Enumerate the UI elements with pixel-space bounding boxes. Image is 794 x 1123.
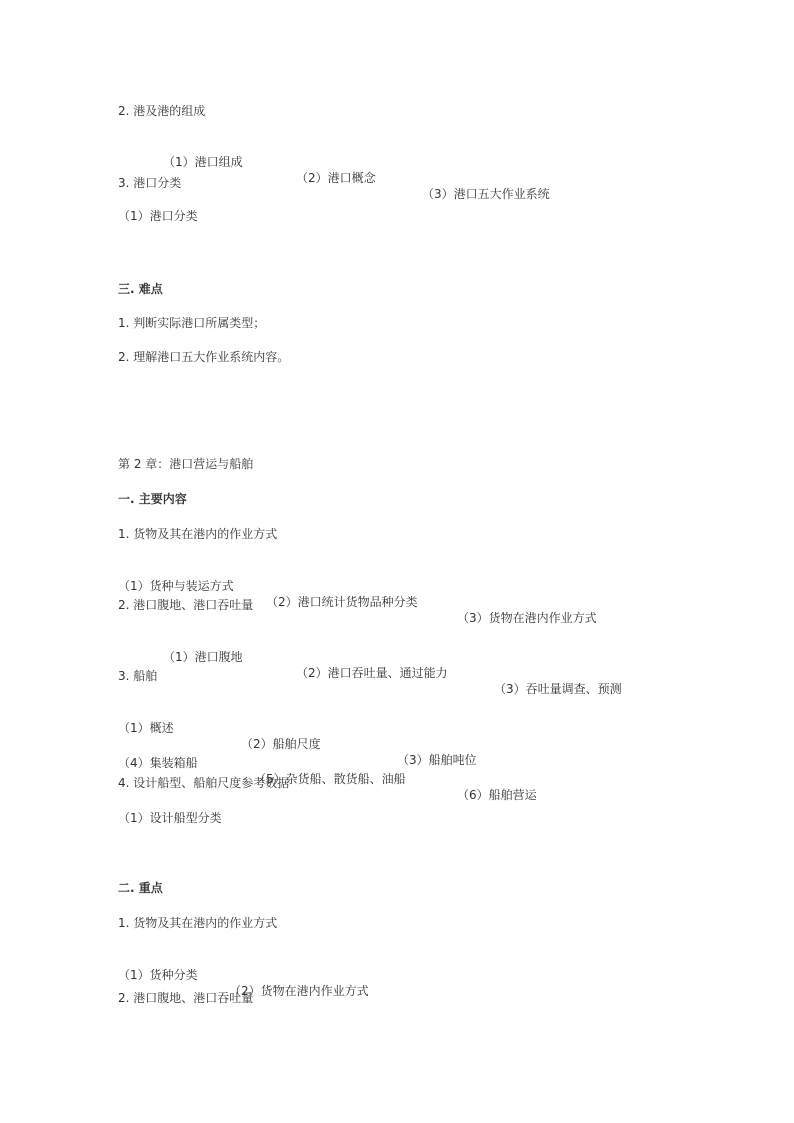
- subitem-cargo-port-operations-key: （2）货物在港内作业方式: [229, 984, 369, 998]
- key-points-heading: 二. 重点: [118, 881, 163, 895]
- subitem-ship-tonnage: （3）船舶吨位: [397, 753, 477, 767]
- item-port-composition-title: 2. 港及港的组成: [118, 104, 206, 118]
- subitem-ship-overview: （1）概述: [118, 721, 174, 735]
- subitem-cargo-port-operations: （3）货物在港内作业方式: [457, 611, 597, 625]
- item-hinterland-throughput-title: 2. 港口腹地、港口吞吐量: [118, 598, 254, 612]
- difficulties-heading: 三. 难点: [118, 282, 163, 296]
- difficulty-item-1: 1. 判断实际港口所属类型；: [118, 316, 266, 330]
- subitem-design-ship-types: （1）设计船型分类: [118, 811, 222, 825]
- subitem-port-composition: （1）港口组成: [163, 155, 243, 169]
- difficulty-item-2: 2. 理解港口五大作业系统内容。: [118, 350, 290, 364]
- item-cargo-operations-title: 1. 货物及其在港内的作业方式: [118, 527, 278, 541]
- main-content-heading: 一. 主要内容: [118, 492, 187, 506]
- subitem-hinterland: （1）港口腹地: [163, 650, 243, 664]
- subitem-cargo-shipping: （1）货种与装运方式: [118, 579, 234, 593]
- key-item-hinterland-throughput-title: 2. 港口腹地、港口吞吐量: [118, 991, 254, 1005]
- chapter-2-title: 第 2 章：港口营运与船舶: [118, 457, 254, 471]
- subitem-port-concept: （2）港口概念: [296, 171, 376, 185]
- item-port-classification-title: 3. 港口分类: [118, 176, 182, 190]
- subitem-throughput-forecast: （3）吞吐量调查、预测: [494, 682, 622, 696]
- subitem-throughput-capacity: （2）港口吞吐量、通过能力: [296, 666, 448, 680]
- subitem-port-classification: （1）港口分类: [118, 209, 198, 223]
- subitem-port-five-systems: （3）港口五大作业系统: [422, 187, 550, 201]
- subitem-ship-dimensions: （2）船舶尺度: [241, 737, 321, 751]
- item-ships-title: 3. 船舶: [118, 669, 158, 683]
- subitem-cargo-types: （1）货种分类: [118, 968, 198, 982]
- subitem-ship-operations: （6）船舶营运: [457, 788, 537, 802]
- item-design-ship-title: 4. 设计船型、船舶尺度参考数据: [118, 776, 290, 790]
- subitem-container-ship: （4）集装箱船: [118, 756, 198, 770]
- subitem-cargo-statistics: （2）港口统计货物品种分类: [266, 595, 418, 609]
- key-item-cargo-operations-title: 1. 货物及其在港内的作业方式: [118, 916, 278, 930]
- subitem-general-bulk-oil: （5）杂货船、散货船、油船: [254, 772, 406, 786]
